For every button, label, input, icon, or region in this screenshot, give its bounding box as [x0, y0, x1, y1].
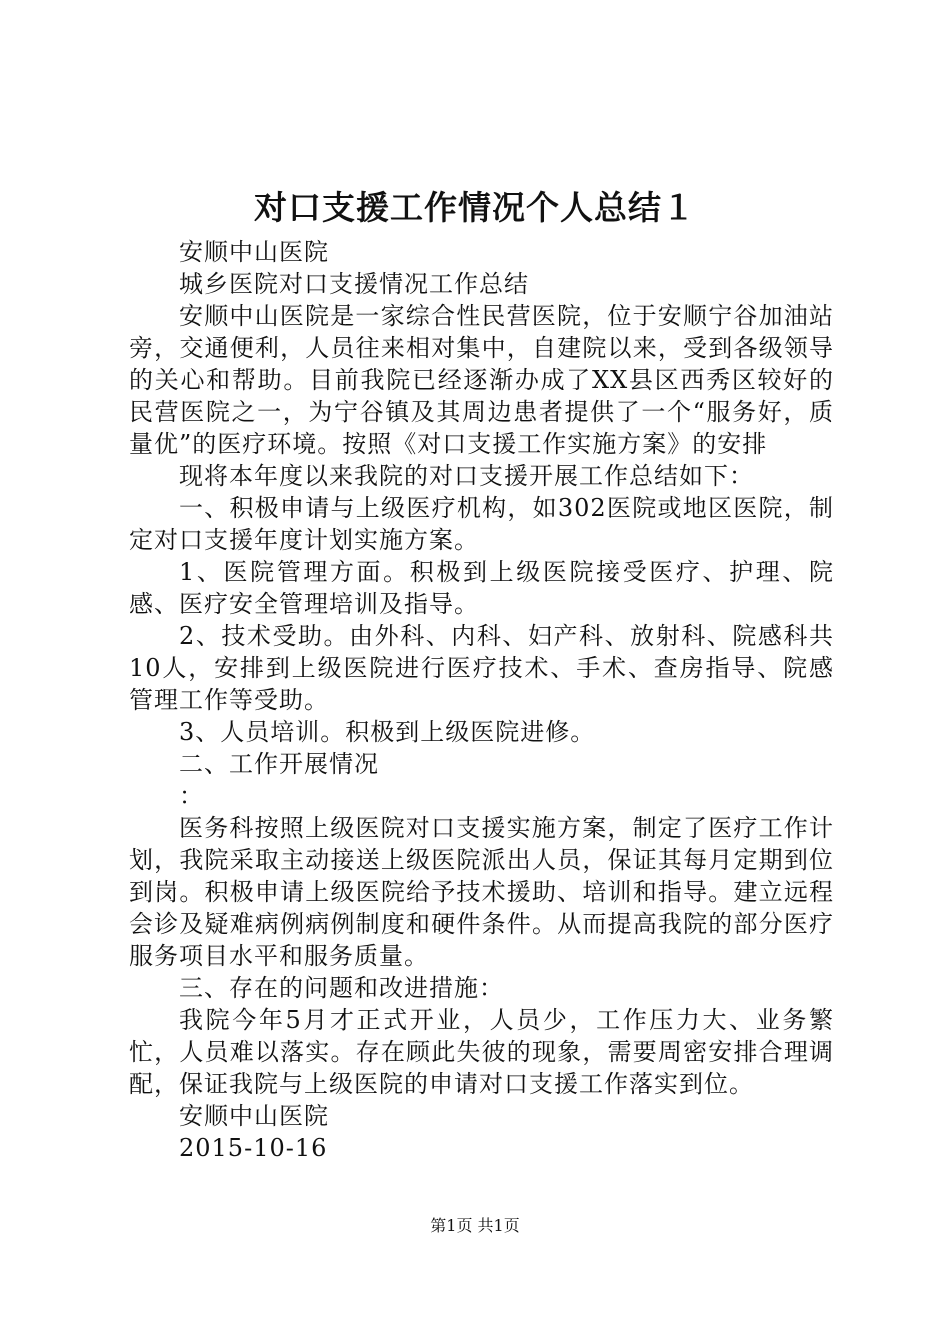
- paragraph-item-two: 2、技术受助。由外科、内科、妇产科、放射科、院感科共10人，安排到上级医院进行医疗技术、手术、查房指导、院感管理工作等受助。: [129, 622, 834, 714]
- document-title: 对口支援工作情况个人总结１: [254, 188, 696, 227]
- paragraph-date: 2015-10-16: [179, 1134, 328, 1162]
- paragraph-signature: 安顺中山医院: [179, 1102, 329, 1130]
- paragraph-hospital-name: 安顺中山医院: [179, 238, 329, 266]
- paragraph-item-one: 1、医院管理方面。积极到上级医院接受医疗、护理、院感、医疗安全管理培训及指导。: [129, 558, 834, 618]
- paragraph-section-one: 一、积极申请与上级医疗机构，如302医院或地区医院，制定对口支援年度计划实施方案。: [129, 494, 834, 554]
- paragraph-section-two-content: 医务科按照上级医院对口支援实施方案，制定了医疗工作计划，我院采取主动接送上级医院派出人员，保证其每月定期到位到岗。积极申请上级医院给予技术援助、培训和指导。建立远程会诊及疑难病例病例制度和硬件条件。从而提高我院的部分医疗服务项目水平和服务质量。: [129, 814, 834, 970]
- paragraph-section-two: 二、工作开展情况: [179, 750, 379, 778]
- paragraph-colon: ：: [179, 782, 204, 810]
- document-body: [129, 236, 834, 1164]
- paragraph-subtitle: 城乡医院对口支援情况工作总结: [179, 270, 529, 298]
- paragraph-summary-intro: 现将本年度以来我院的对口支援开展工作总结如下：: [179, 462, 754, 490]
- paragraph-section-three: 三、存在的问题和改进措施：: [179, 974, 504, 1002]
- paragraph-section-three-content: 我院今年5月才正式开业，人员少，工作压力大、业务繁忙，人员难以落实。存在顾此失彼的现象，需要周密安排合理调配，保证我院与上级医院的申请对口支援工作落实到位。: [129, 1006, 834, 1098]
- page-footer: 第1页 共1页: [430, 1216, 520, 1235]
- paragraph-item-three: 3、人员培训。积极到上级医院进修。: [179, 718, 596, 746]
- paragraph-introduction: 安顺中山医院是一家综合性民营医院，位于安顺宁谷加油站旁，交通便利，人员往来相对集中，自建院以来，受到各级领导的关心和帮助。目前我院已经逐渐办成了XX县区西秀区较好的民营医院之一，为宁谷镇及其周边患者提供了一个“服务好，质量优”的医疗环境。按照《对口支援工作实施方案》的安排: [129, 302, 834, 458]
